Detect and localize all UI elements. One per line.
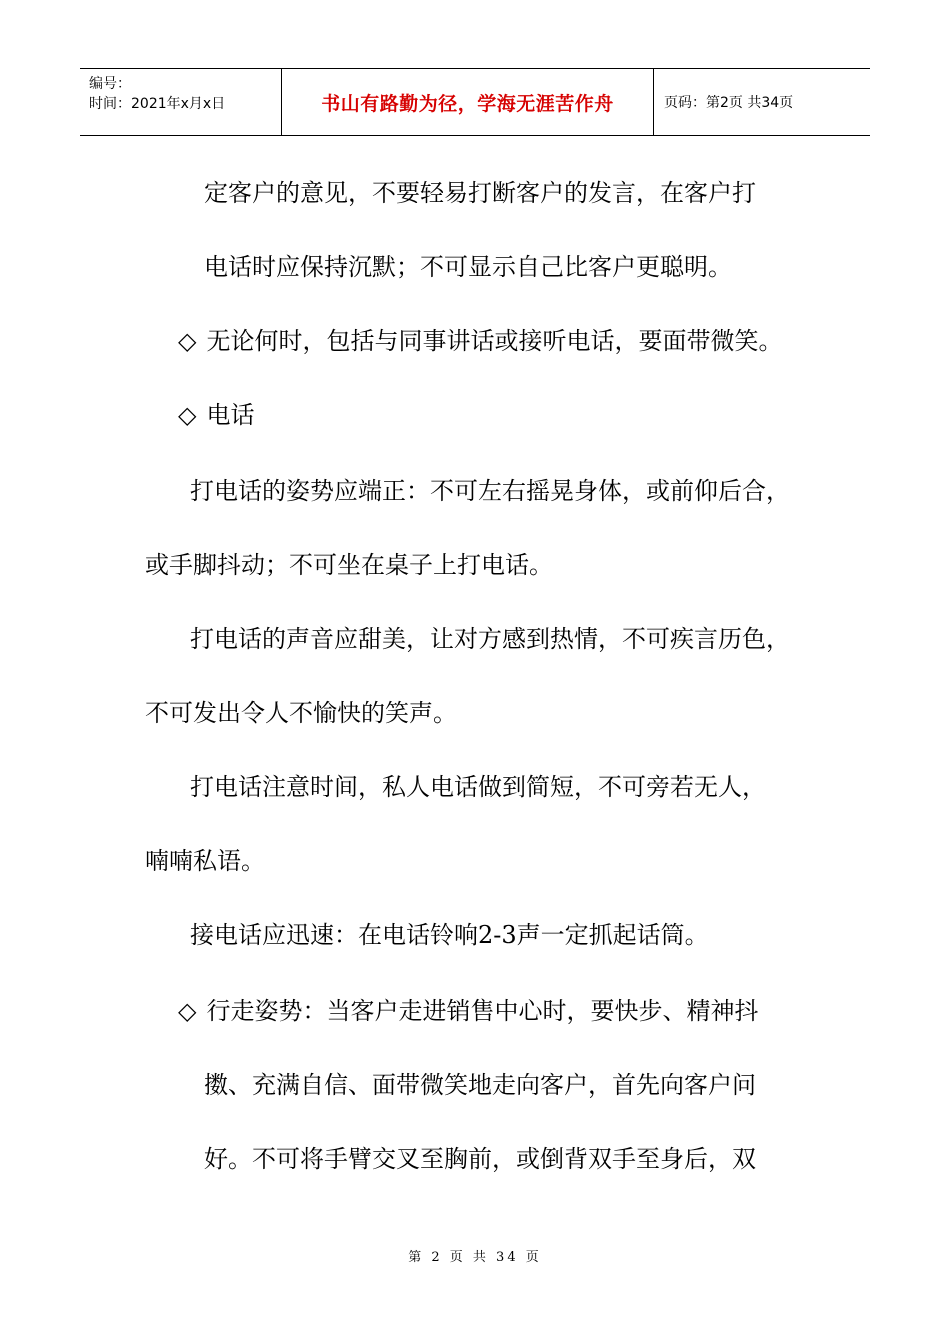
body-line: 接电话应迅速：在电话铃响2-3声一定抓起话筒。 — [190, 921, 709, 949]
page-header — [80, 68, 870, 136]
body-line: 打电话的声音应甜美，让对方感到热情，不可疾言历色， — [190, 625, 790, 653]
body-line: 好。不可将手臂交叉至胸前，或倒背双手至身后，双 — [204, 1145, 756, 1173]
header-meta — [80, 69, 282, 135]
body-line: 电话时应保持沉默；不可显示自己比客户更聪明。 — [204, 253, 732, 281]
header-motto: 书山有路勤为径，学海无涯苦作舟 — [282, 69, 654, 135]
diamond-bullet-icon: ◇ — [178, 327, 197, 355]
header-page-info: 页码：第2页 共34页 — [664, 95, 794, 111]
number-label: 编号： — [89, 76, 131, 92]
bullet-line — [178, 326, 782, 356]
bullet-line — [178, 996, 758, 1026]
time-label: 时间：2021年x月x日 — [89, 96, 226, 112]
body-line: 打电话的姿势应端正：不可左右摇晃身体，或前仰后合， — [190, 477, 790, 505]
body-line: 擞、充满自信、面带微笑地走向客户，首先向客户问 — [204, 1071, 756, 1099]
bullet-text: 无论何时，包括与同事讲话或接听电话，要面带微笑。 — [206, 327, 783, 355]
bullet-text: 电话 — [206, 401, 255, 429]
body-line: 或手脚抖动；不可坐在桌子上打电话。 — [145, 551, 553, 579]
diamond-bullet-icon: ◇ — [178, 997, 197, 1025]
page-footer: 第 2 页 共 34 页 — [408, 1250, 542, 1265]
body-line: 定客户的意见，不要轻易打断客户的发言，在客户打 — [204, 179, 756, 207]
bullet-line — [178, 400, 254, 430]
bullet-text: 行走姿势：当客户走进销售中心时，要快步、精神抖 — [206, 997, 759, 1025]
body-line: 喃喃私语。 — [145, 847, 265, 875]
body-line: 不可发出令人不愉快的笑声。 — [145, 699, 457, 727]
body-line: 打电话注意时间，私人电话做到简短，不可旁若无人， — [190, 773, 766, 801]
diamond-bullet-icon: ◇ — [178, 401, 197, 429]
